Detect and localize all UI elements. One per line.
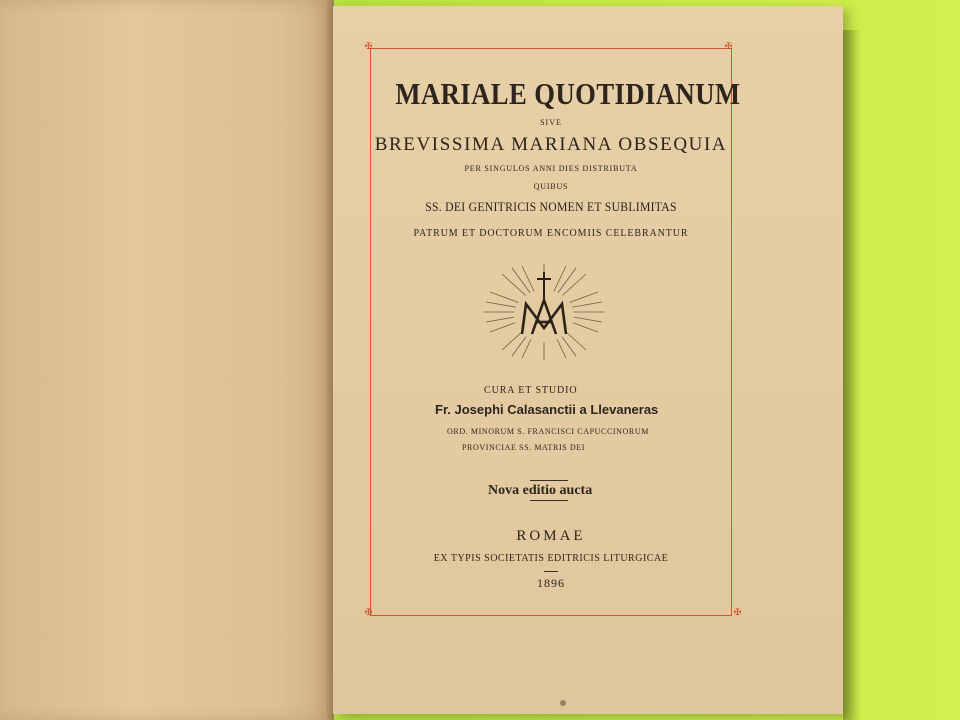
per-line: PER SINGULOS ANNI DIES DISTRIBUTA (464, 164, 638, 173)
left-blank-page (0, 0, 330, 720)
cura-line: CURA ET STUDIO (484, 385, 578, 396)
subtitle: BREVISSIMA MARIANA OBSEQUIA (374, 134, 728, 155)
paper-blemish (560, 700, 566, 706)
edition-line: Nova editio aucta (488, 483, 593, 498)
main-title: MARIALE QUOTIDIANUM (395, 76, 741, 111)
printer-line: EX TYPIS SOCIETATIS EDITRICIS LITURGICAE (433, 553, 669, 564)
marian-monogram-icon (482, 262, 606, 362)
corner-ornament-icon: ✠ (364, 42, 373, 52)
ss-line: SS. DEI GENITRICIS NOMEN ET SUBLIMITAS (425, 199, 677, 214)
author-name: Fr. Josephi Calasanctii a Llevaneras (435, 402, 659, 417)
city-line: ROMAE (516, 528, 586, 544)
quibus-word: QUIBUS (533, 182, 569, 191)
patrum-line: PATRUM ET DOCTORUM ENCOMIIS CELEBRANTUR (413, 228, 689, 239)
year-line: 1896 (537, 576, 565, 590)
edition-rule-bottom (530, 500, 568, 501)
corner-ornament-icon: ✠ (724, 42, 733, 52)
page-shadow (843, 30, 861, 720)
corner-ornament-icon: ✠ (364, 608, 373, 618)
sive-word: SIVE (540, 118, 562, 127)
year-rule (544, 571, 558, 572)
province-line: PROVINCIAE SS. MATRIS DEI (462, 443, 586, 452)
corner-ornament-icon: ✠ (733, 608, 742, 618)
order-line: ORD. MINORUM S. FRANCISCI CAPUCCINORUM (447, 427, 649, 436)
edition-rule-top (530, 480, 568, 481)
